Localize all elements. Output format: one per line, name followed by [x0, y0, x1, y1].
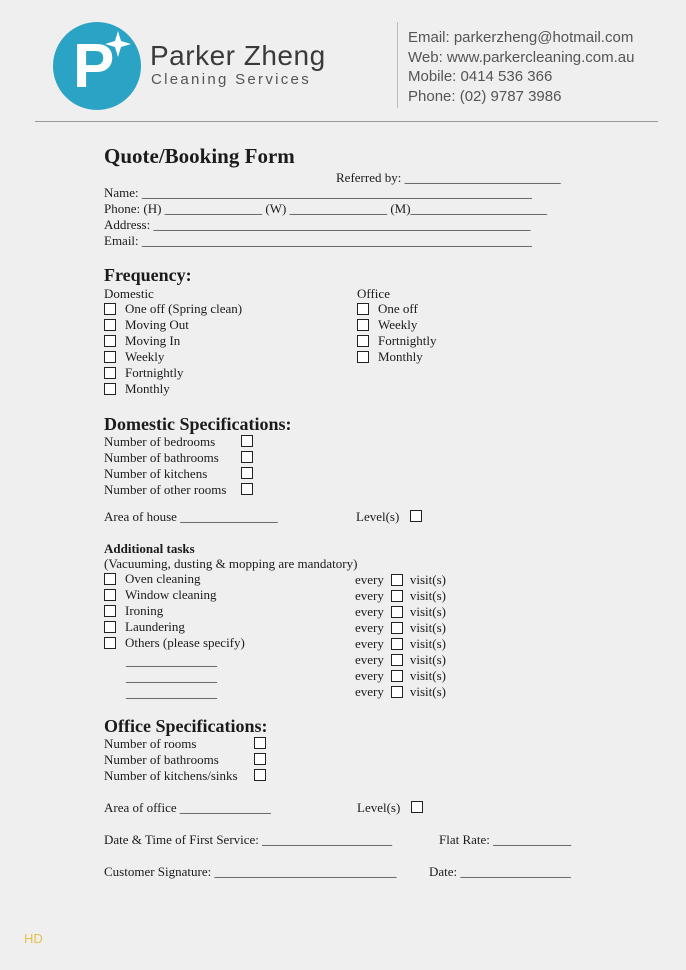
other-rooms-checkbox[interactable] — [241, 483, 253, 495]
office-spec-kitchens — [104, 768, 238, 784]
visit-count-box[interactable] — [391, 622, 403, 634]
visits-label: visit(s) — [409, 588, 446, 603]
frequency-option-moving-in[interactable] — [104, 333, 180, 349]
visit-count-box[interactable] — [391, 670, 403, 682]
visit-count-box[interactable] — [391, 638, 403, 650]
every-label: every — [355, 636, 384, 651]
form-title: Quote/Booking Form — [104, 144, 295, 168]
bedrooms-checkbox[interactable] — [241, 435, 253, 447]
company-subtitle: Cleaning Services — [151, 71, 311, 88]
option-label: One off — [378, 301, 418, 316]
contact-web: Web: www.parkercleaning.com.au — [408, 48, 635, 66]
email-field[interactable]: Email: ____________________________________________________________ — [104, 233, 532, 248]
visit-frequency-row — [355, 604, 446, 620]
office-levels-label: Level(s) — [357, 800, 401, 815]
visit-frequency-row — [355, 684, 446, 700]
visit-count-box[interactable] — [391, 606, 403, 618]
office-rooms-checkbox[interactable] — [254, 737, 266, 749]
every-label: every — [355, 620, 384, 635]
visits-label: visit(s) — [409, 636, 446, 651]
task-oven-cleaning[interactable] — [104, 571, 200, 587]
visits-label: visit(s) — [409, 652, 446, 667]
visits-label: visit(s) — [409, 684, 446, 699]
visits-label: visit(s) — [409, 604, 446, 619]
every-label: every — [355, 684, 384, 699]
task-label: Ironing — [125, 603, 164, 618]
office-kitchens-checkbox[interactable] — [254, 769, 266, 781]
office-spec-rooms — [104, 736, 196, 752]
option-label: Moving Out — [125, 317, 189, 332]
option-label: Fortnightly — [125, 365, 184, 380]
checkbox[interactable] — [357, 303, 369, 315]
contact-block — [408, 28, 635, 106]
office-frequency-one-off[interactable] — [357, 301, 418, 317]
domestic-specs-heading: Domestic Specifications: — [104, 414, 292, 434]
option-label: One off (Spring clean) — [125, 301, 243, 316]
domestic-spec-other-rooms — [104, 482, 226, 498]
name-field[interactable]: Name: ____________________________________________________________ — [104, 185, 532, 200]
other-task-blank[interactable]: ______________ — [126, 685, 217, 700]
header-rule — [35, 121, 658, 122]
contact-email: Email: parkerzheng@hotmail.com — [408, 29, 634, 46]
additional-tasks-heading: Additional tasks — [104, 541, 195, 556]
area-of-house-field[interactable]: Area of house _______________ — [104, 509, 278, 524]
office-frequency-weekly[interactable] — [357, 317, 417, 333]
checkbox[interactable] — [104, 319, 116, 331]
checkbox[interactable] — [104, 383, 116, 395]
task-laundering[interactable] — [104, 619, 185, 635]
visit-count-box[interactable] — [391, 686, 403, 698]
house-levels-checkbox[interactable] — [410, 510, 422, 522]
option-label: Monthly — [125, 381, 170, 396]
other-task-blank[interactable]: ______________ — [126, 653, 217, 668]
checkbox[interactable] — [357, 319, 369, 331]
office-frequency-monthly[interactable] — [357, 349, 423, 365]
other-task-blank[interactable]: ______________ — [126, 669, 217, 684]
task-label: Laundering — [125, 619, 185, 634]
spec-label: Number of kitchens — [104, 466, 208, 481]
visit-count-box[interactable] — [391, 574, 403, 586]
additional-tasks-note: (Vacuuming, dusting & mopping are mandatory) — [104, 556, 358, 571]
phone-field[interactable]: Phone: (H) _______________ (W) _______________ (M)_____________________ — [104, 201, 548, 216]
checkbox[interactable] — [104, 303, 116, 315]
task-label: Window cleaning — [125, 587, 217, 602]
frequency-option-moving-out[interactable] — [104, 317, 189, 333]
task-label: Oven cleaning — [125, 571, 201, 586]
header-divider-vertical — [397, 22, 398, 108]
visit-frequency-row — [355, 636, 446, 652]
area-of-office-field[interactable]: Area of office ______________ — [104, 800, 271, 815]
option-label: Weekly — [125, 349, 165, 364]
every-label: every — [355, 668, 384, 683]
visits-label: visit(s) — [409, 620, 446, 635]
frequency-office-label: Office — [357, 286, 390, 301]
visit-frequency-row — [355, 652, 446, 668]
address-field[interactable]: Address: __________________________________________________________ — [104, 217, 531, 232]
referred-by-field[interactable]: Referred by: ________________________ — [336, 170, 561, 185]
frequency-heading: Frequency: — [104, 265, 192, 285]
option-label: Moving In — [125, 333, 181, 348]
spec-label: Number of other rooms — [104, 482, 227, 497]
frequency-option-monthly[interactable] — [104, 381, 170, 397]
task-others[interactable] — [104, 635, 245, 651]
kitchens-checkbox[interactable] — [241, 467, 253, 479]
frequency-option-weekly[interactable] — [104, 349, 164, 365]
spec-label: Number of bathrooms — [104, 752, 219, 767]
visit-frequency-row — [355, 572, 446, 588]
checkbox[interactable] — [104, 589, 116, 601]
customer-signature-field[interactable]: Customer Signature: ____________________________ — [104, 864, 397, 879]
visit-count-box[interactable] — [391, 590, 403, 602]
checkbox[interactable] — [104, 573, 116, 585]
first-service-field[interactable]: Date & Time of First Service: ____________________ — [104, 832, 393, 847]
office-levels-checkbox[interactable] — [411, 801, 423, 813]
task-window-cleaning[interactable] — [104, 587, 217, 603]
checkbox[interactable] — [104, 605, 116, 617]
frequency-option-fortnightly[interactable] — [104, 365, 184, 381]
every-label: every — [355, 652, 384, 667]
logo — [52, 21, 142, 111]
every-label: every — [355, 572, 384, 587]
contact-mobile: Mobile: 0414 536 366 — [408, 68, 553, 85]
domestic-spec-kitchens — [104, 466, 207, 482]
visit-frequency-row — [355, 668, 446, 684]
domestic-spec-bathrooms — [104, 450, 219, 466]
visit-frequency-row — [355, 620, 446, 636]
every-label: every — [355, 604, 384, 619]
logo-letter: P — [73, 32, 115, 101]
visits-label: visit(s) — [409, 572, 446, 587]
checkbox[interactable] — [357, 335, 369, 347]
signature-date-field[interactable]: Date: _________________ — [429, 864, 571, 879]
office-spec-bathrooms — [104, 752, 219, 768]
contact-phone: Phone: (02) 9787 3986 — [408, 87, 562, 105]
frequency-option-one-off[interactable] — [104, 301, 242, 317]
visits-label: visit(s) — [409, 668, 446, 683]
every-label: every — [355, 588, 384, 603]
company-name: Parker Zheng — [150, 40, 326, 71]
checkbox[interactable] — [104, 367, 116, 379]
checkbox[interactable] — [104, 335, 116, 347]
office-bathrooms-checkbox[interactable] — [254, 753, 266, 765]
office-specs-heading: Office Specifications: — [104, 716, 268, 736]
option-label: Monthly — [378, 349, 423, 364]
office-frequency-fortnightly[interactable] — [357, 333, 437, 349]
checkbox[interactable] — [104, 637, 116, 649]
spec-label: Number of kitchens/sinks — [104, 768, 238, 783]
visit-frequency-row — [355, 588, 446, 604]
spec-label: Number of rooms — [104, 736, 197, 751]
checkbox[interactable] — [104, 351, 116, 363]
task-ironing[interactable] — [104, 603, 163, 619]
domestic-spec-bedrooms — [104, 434, 215, 450]
visit-count-box[interactable] — [391, 654, 403, 666]
checkbox[interactable] — [104, 621, 116, 633]
frequency-domestic-label: Domestic — [104, 286, 154, 301]
spec-label: Number of bedrooms — [104, 434, 216, 449]
spec-label: Number of bathrooms — [104, 450, 219, 465]
option-label: Weekly — [378, 317, 418, 332]
option-label: Fortnightly — [378, 333, 437, 348]
checkbox[interactable] — [357, 351, 369, 363]
bathrooms-checkbox[interactable] — [241, 451, 253, 463]
hd-watermark: HD — [24, 931, 43, 946]
task-label: Others (please specify) — [125, 635, 245, 650]
flat-rate-field[interactable]: Flat Rate: ____________ — [439, 832, 572, 847]
house-levels-label: Level(s) — [356, 509, 400, 524]
